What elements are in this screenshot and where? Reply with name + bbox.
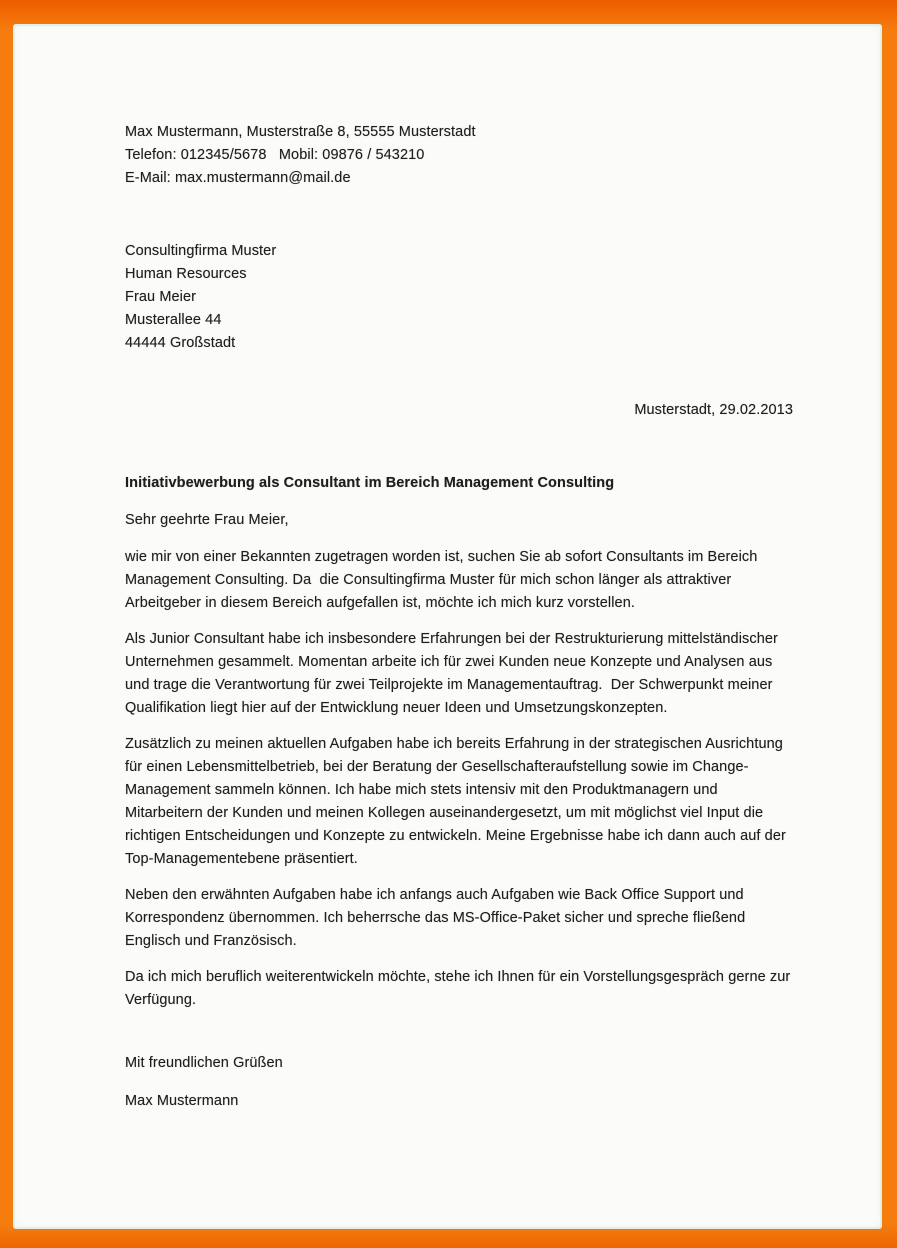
recipient-company: Consultingfirma Muster bbox=[125, 243, 277, 259]
sender-address-line: Max Mustermann, Musterstraße 8, 55555 Musterstadt bbox=[125, 124, 476, 140]
body-paragraph: Als Junior Consultant habe ich insbesondere Erfahrungen bei der Restrukturierung mittelständischer Unternehmen gesammelt. Momentan arbeite ich für zwei Kunden neue Konzepte und Analysen aus und trage die Verantwortung für zwei Teilprojekte im Managementauftrag. Der Schwerpunkt meiner Qualifikation liegt hier auf der Entwicklung neuer Ideen und Umsetzungskonzepten. bbox=[125, 631, 783, 716]
letter-content bbox=[13, 24, 882, 1113]
recipient-city: 44444 Großstadt bbox=[125, 335, 236, 351]
body-paragraph: Da ich mich beruflich weiterentwickeln möchte, stehe ich Ihnen für ein Vorstellungsgespräch gerne zur Verfügung. bbox=[125, 969, 795, 1008]
sender-email-line: E-Mail: max.mustermann@mail.de bbox=[125, 170, 351, 186]
date-line: Musterstadt, 29.02.2013 bbox=[634, 402, 793, 418]
letter-paper bbox=[13, 24, 882, 1229]
body-paragraph: Neben den erwähnten Aufgaben habe ich anfangs auch Aufgaben wie Back Office Support und Korrespondenz übernommen. Ich beherrsche das MS-Office-Paket sicher und spreche fließend Englisch und Französisch. bbox=[125, 887, 750, 949]
sender-phone-line: Telefon: 012345/5678 Mobil: 09876 / 543210 bbox=[125, 147, 425, 163]
subject-line: Initiativbewerbung als Consultant im Bereich Management Consulting bbox=[125, 475, 615, 491]
recipient-block bbox=[125, 240, 882, 355]
sender-block bbox=[125, 121, 882, 190]
recipient-department: Human Resources bbox=[125, 266, 247, 282]
body-paragraph: Zusätzlich zu meinen aktuellen Aufgaben habe ich bereits Erfahrung in der strategischen Ausrichtung für einen Lebensmittelbetrieb, bei der Beratung der Gesellschafteraufstellung sowie im Change-Management sammeln können. Ich habe mich stets intensiv mit den Produktmanagern und Mitarbeitern der Kunden und meinen Kollegen auseinandergesetzt, um mit möglichst viel Input die richtigen Entscheidungen und Konzepte zu entwickeln. Meine Ergebnisse habe ich dann auch auf der Top-Managementebene präsentiert. bbox=[125, 736, 790, 867]
salutation: Sehr geehrte Frau Meier, bbox=[125, 512, 289, 528]
signature-name: Max Mustermann bbox=[125, 1093, 239, 1109]
recipient-contact-person: Frau Meier bbox=[125, 289, 197, 305]
body-paragraph: wie mir von einer Bekannten zugetragen worden ist, suchen Sie ab sofort Consultants im Bereich Management Consulting. Da die Consultingfirma Muster für mich schon länger als attraktiver Arbeitgeber in diesem Bereich aufgefallen ist, möchte ich mich kurz vorstellen. bbox=[125, 549, 762, 611]
recipient-street: Musterallee 44 bbox=[125, 312, 222, 328]
closing-line: Mit freundlichen Grüßen bbox=[125, 1055, 283, 1071]
